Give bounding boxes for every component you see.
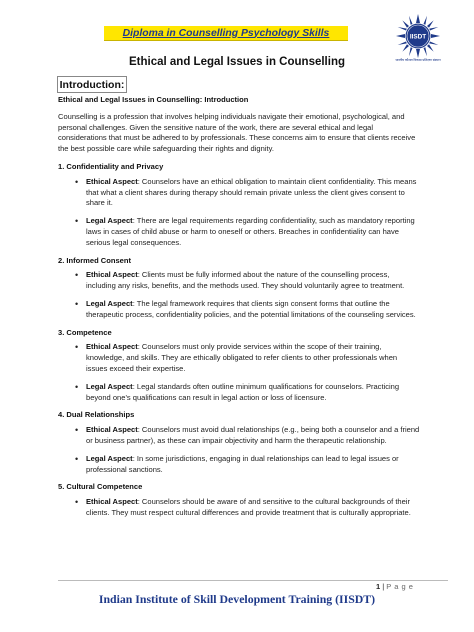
bullet-item (86, 342, 420, 374)
aspect-label: Ethical Aspect (86, 270, 138, 280)
section-bullet-list (58, 497, 420, 519)
section-bullet-list (58, 270, 420, 320)
bullet-item (86, 497, 420, 519)
section-title: 5. Cultural Competence (58, 482, 143, 492)
logo-text: IISDT (409, 33, 427, 41)
bullet-item (86, 382, 420, 404)
aspect-label: Legal Aspect (86, 216, 133, 226)
footer-divider (58, 580, 448, 581)
page-label: P a g e (386, 582, 414, 591)
aspect-label: Legal Aspect (86, 453, 133, 463)
aspect-text: : There are legal requirements regarding confidentiality, such as mandatory reporting laws in cases of child abuse or harm to oneself or others. Breaches in confidentiality can have serious legal consequences. (86, 216, 415, 247)
aspect-text: : In some jurisdictions, engaging in dual relationships can lead to legal issues or professional sanctions. (86, 453, 399, 474)
bullet-item (86, 425, 420, 447)
footer-institution: Indian Institute of Skill Development Training (IISDT) (98, 592, 376, 606)
aspect-text: : Clients must be fully informed about the nature of the counselling process, including any risks, benefits, and the methods used. They should voluntarily agree to treatment. (86, 270, 405, 291)
document-body (58, 95, 420, 526)
section-bullet-list (58, 425, 420, 475)
aspect-label: Ethical Aspect (86, 425, 138, 435)
page-number (376, 582, 413, 591)
intro-paragraph: Counselling is a profession that involves helping individuals navigate their emotional, psychological, and personal challenges. Given the sensitive nature of the work, there are several ethical and legal considerations that must be adhered to by professionals. These concerns aim to ensure that clients receive the best possible care while safeguarding their rights and dignity. (58, 111, 416, 154)
page-number-value: 1 (376, 582, 381, 591)
aspect-text: : Counselors should be aware of and sensitive to the cultural backgrounds of their clients. They must respect cultural differences and provide treatment that is culturally appropriate. (86, 497, 411, 517)
aspect-text: : The legal framework requires that clients sign consent forms that outline the therapeutic process, confidentiality policies, and the potential limitations of the counseling services. (86, 298, 416, 319)
aspect-label: Ethical Aspect (86, 342, 138, 352)
section-title: 3. Competence (58, 327, 112, 337)
aspect-text: : Counselors must avoid dual relationships (e.g., being both a counselor and a friend or business partner), as these can impair objectivity and harm the therapeutic relationship. (86, 425, 420, 445)
section-title: 1. Confidentiality and Privacy (58, 161, 164, 171)
course-banner-text: Diploma in Counselling Psychology Skills (122, 27, 330, 39)
bullet-item (86, 454, 420, 476)
bullet-item (86, 270, 420, 292)
aspect-text: : Counselors must only provide services within the scope of their training, knowledge, and skills. They are ethically obligated to refer clients to other professionals when issues exceed their expertise. (86, 342, 398, 373)
aspect-label: Ethical Aspect (86, 176, 138, 186)
aspect-label: Ethical Aspect (86, 497, 138, 507)
bullet-item (86, 216, 420, 248)
section-bullet-list (58, 342, 420, 403)
course-banner (104, 26, 348, 41)
aspect-text: : Counselors have an ethical obligation to maintain client confidentiality. This means that what a client shares during therapy should remain private unless the client gives consent to share it. (86, 176, 417, 208)
section-title: 4. Dual Relationships (58, 410, 135, 420)
intro-subheading: Ethical and Legal Issues in Counselling: Introduction (58, 95, 249, 104)
bullet-item (86, 299, 420, 321)
iisdt-logo-icon (396, 14, 440, 58)
page-title: Ethical and Legal Issues in Counselling (129, 56, 345, 68)
introduction-heading: Introduction: (57, 76, 127, 93)
aspect-label: Legal Aspect (86, 298, 133, 308)
section-title: 2. Informed Consent (58, 255, 131, 265)
logo-caption: भारतीय कौशल विकास प्रशिक्षण संस्थान (395, 58, 441, 62)
aspect-text: : Legal standards often outline minimum qualifications for counselors. Practicing beyond one's qualifications can result in legal action or loss of licensure. (86, 381, 400, 402)
sections-container (58, 162, 420, 519)
bullet-item (86, 177, 420, 209)
section-bullet-list (58, 177, 420, 249)
aspect-label: Legal Aspect (86, 381, 133, 391)
page-number-separator: | (380, 582, 387, 591)
